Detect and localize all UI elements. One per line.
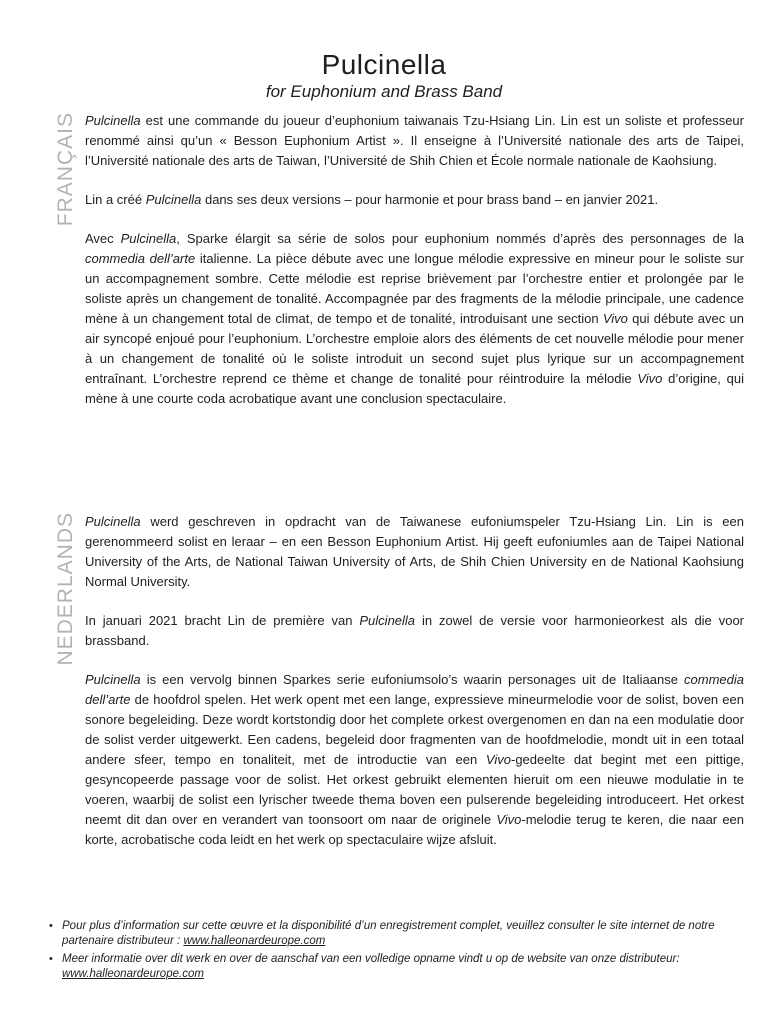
- paragraph-nl-1: Pulcinella werd geschreven in opdracht van de Taiwanese eufoniumspeler Tzu-Hsiang Lin. Lin is een gerenommeerd solist en leraar – en een Besson Euphonium Artist. Hij geeft eufoniumles aan de Taipei National University of the Arts, de National Taiwan University of Arts, de Shih Chien University en de National Kaohsiung Normal University.: [85, 514, 744, 589]
- language-label-nederlands: NEDERLANDS: [54, 512, 77, 666]
- distributor-link[interactable]: www.halleonardeurope.com: [183, 935, 326, 947]
- footnote-text-fr: Pour plus d’information sur cette œuvre et la disponibilité d’un enregistrement complet, veuillez consulter le site internet de notre partenaire distributeur : www.halleonardeurope.com: [62, 920, 715, 947]
- paragraph-fr-1: Pulcinella est une commande du joueur d’euphonium taiwanais Tzu-Hsiang Lin. Lin est un soliste et professeur renommé ainsi qu’un « Besson Euphonium Artist ». Il enseigne à l’Université nationale des arts de Taipei, l’Université nationale des arts de Taiwan, l’Université de Shih Chien et École normale nationale de Kaohsiung.: [85, 113, 744, 168]
- paragraph-fr-3: Avec Pulcinella, Sparke élargit sa série de solos pour euphonium nommés d’après des personnages de la commedia dell’arte italienne. La pièce débute avec une longue mélodie expressive en mineur pour le soliste sur un accompagnement sombre. Cette mélodie est reprise brièvement par l’orchestre entier et prolongée par le soliste après un changement de tonalité. Accompagnée par des fragments de la mélodie principale, une cadence mène à un changement total de climat, de tempo et de tonalité, introduisant une section Vivo qui débute avec un air syncopé enjoué pour l’euphonium. L’orchestre emploie alors des éléments de cet nouvelle mélodie pour mener à un changement de tonalité où le soliste introduit un second sujet plus lyrique sur un accompagnement entraînant. L’orchestre reprend ce thème et change de tonalité pour réintroduire la mélodie Vivo d’origine, qui mène à une courte coda acrobatique avant une conclusion spectaculaire.: [85, 231, 745, 406]
- work-subtitle: for Euphonium and Brass Band: [265, 82, 503, 101]
- footnote-item-fr: [49, 919, 746, 949]
- paragraph-nl-3: Pulcinella is een vervolg binnen Sparkes serie eufoniumsolo’s waarin personages uit de Italiaanse commedia dell’arte de hoofdrol spelen. Het werk opent met een lange, expressieve mineurmelodie voor de solist, boven een sonore begeleiding. Deze wordt kortstondig door het complete orkest overgenomen en dan na een modulatie door de solist verder uitgewerkt. Een cadens, begeleid door fragmenten van de hoofdmelodie, mondt uit in een totaal andere sfeer, tempo en tonaliteit, met de introductie van een Vivo-gedeelte dat begint met een pittige, gesyncopeerde passage voor de solist. Het orkest gebruikt elementen hieruit om een nieuwe modulatie in te voeren, waarbij de solist een lyrischer tweede thema boven een pulserende begeleiding introduceert. Het orkest neemt dit dan over en verandert van toonsoort om naar de originele Vivo-melodie terug te keren, die naar een korte, acrobatische coda leidt en het werk op spectaculaire wijze afsluit.: [85, 672, 745, 847]
- document-header: [0, 50, 768, 102]
- section-francais: [85, 111, 744, 428]
- bullet-icon: •: [49, 920, 53, 932]
- footnotes: [49, 919, 746, 985]
- bullet-icon: •: [49, 953, 53, 965]
- work-title: Pulcinella: [321, 49, 447, 80]
- section-nederlands: [85, 512, 744, 869]
- footnote-item-nl: [49, 952, 746, 982]
- paragraph-fr-2: Lin a créé Pulcinella dans ses deux versions – pour harmonie et pour brass band – en janvier 2021.: [85, 192, 659, 207]
- distributor-link[interactable]: www.halleonardeurope.com: [62, 968, 204, 980]
- paragraph-nl-2: In januari 2021 bracht Lin de première van Pulcinella in zowel de versie voor harmonieorkest als die voor brassband.: [85, 613, 744, 648]
- footnote-text-nl: Meer informatie over dit werk en over de aanschaf van een volledige opname vindt u op de website van onze distributeur: www.halleonardeurope.com: [62, 953, 680, 980]
- language-label-francais: FRANÇAIS: [54, 112, 77, 227]
